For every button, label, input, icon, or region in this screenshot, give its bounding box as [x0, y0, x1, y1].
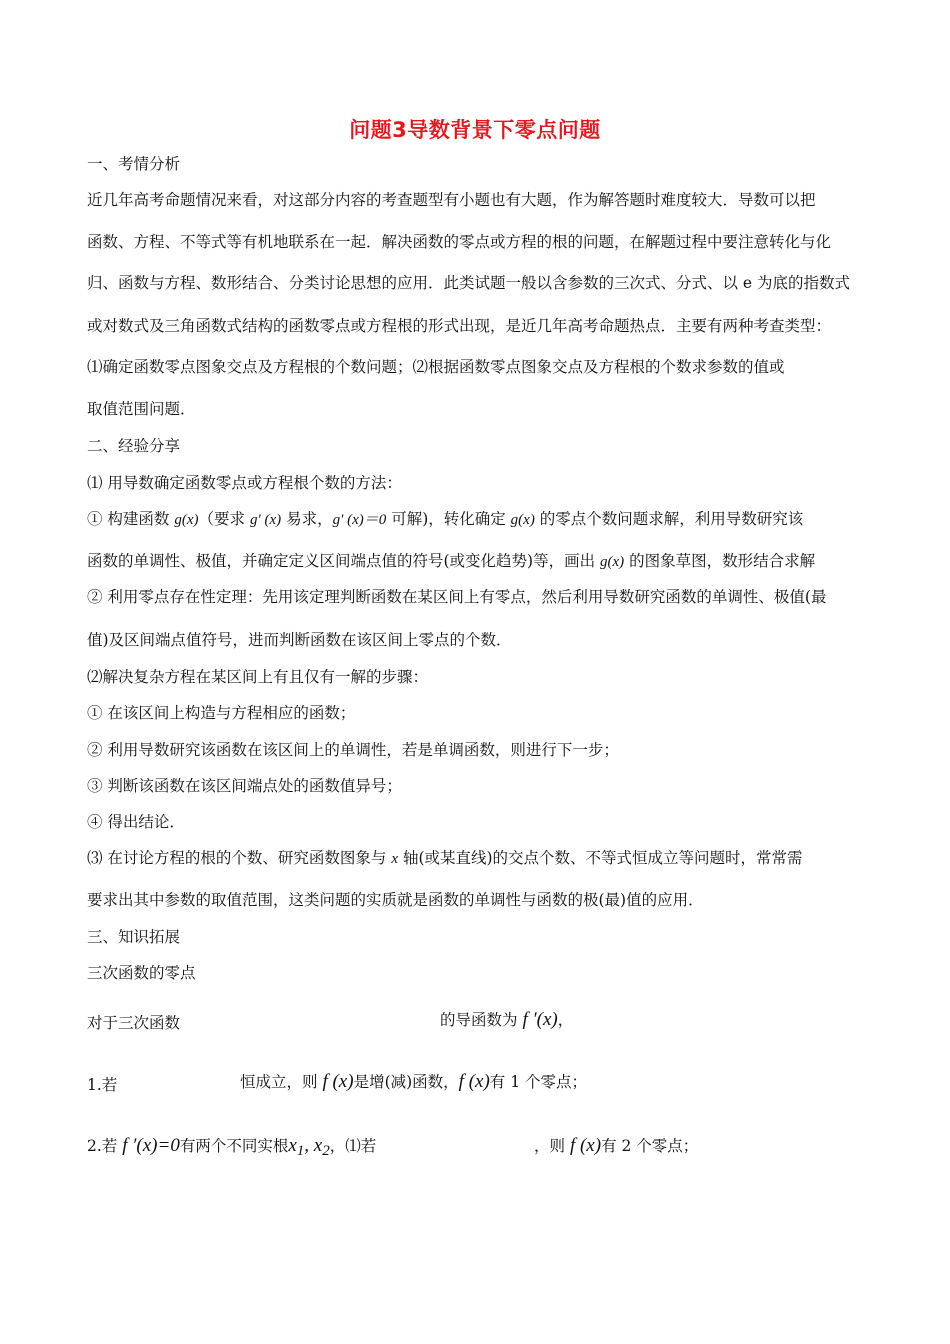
math-expression: f (x) [458, 1071, 490, 1092]
paragraph-line [534, 1136, 698, 1156]
section-heading-2: 二、经验分享 [87, 437, 181, 455]
paragraph-line: 近几年高考命题情况来看，对这部分内容的考查题型有小题也有大题，作为解答题时难度较大．导数可以把 [87, 191, 816, 209]
paragraph-line [87, 509, 803, 530]
text-run: 的图象草图，数形结合求解 [624, 552, 816, 570]
paragraph-line: 三次函数的零点 [87, 964, 196, 982]
paragraph-line: ② 利用零点存在性定理：先用该定理判断函数在某区间上有零点，然后利用导数研究函数的单调性、极值(最 [87, 588, 827, 606]
paragraph-line [440, 1010, 573, 1030]
paragraph-line [87, 551, 815, 572]
paragraph-line: 值)及区间端点值符号，进而判断函数在该区间上零点的个数． [87, 631, 512, 649]
text-run: 1.若 [87, 1076, 118, 1094]
page-title: 问题3导数背景下零点问题 [349, 118, 601, 142]
math-expression: f ′(x) [522, 1009, 558, 1030]
math-expression: g′ (x) [249, 512, 282, 528]
text-run: 有两个不同实根 [179, 1137, 289, 1155]
text-run: ⑶ 在讨论方程的根的个数、研究函数图象与 [87, 849, 392, 867]
math-expression: g(x) [174, 512, 199, 528]
text-run: ， [557, 1011, 574, 1029]
text-run: ，⑴若 [329, 1137, 377, 1155]
text-run: （要求 [198, 510, 250, 528]
text-run: 是增(减)函数， [353, 1073, 459, 1091]
section-heading-3: 三、知识拓展 [87, 928, 181, 946]
paragraph-line [87, 848, 803, 869]
paragraph-line: ① 在该区间上构造与方程相应的函数； [87, 704, 356, 722]
paragraph-line: ② 利用导数研究该函数在该区间上的单调性，若是单调函数，则进行下一步； [87, 741, 619, 759]
math-expression: g(x) [510, 512, 535, 528]
math-expression: f (x) [322, 1071, 354, 1092]
text-run: 的零点个数问题求解，利用导数研究该 [534, 510, 804, 528]
math-expression: g′ (x)＝0 [332, 512, 387, 528]
text-run: 恒成立，则 [240, 1073, 323, 1091]
paragraph-line [87, 1136, 376, 1161]
math-expression: , x [304, 1135, 323, 1156]
text-run: 有 1 个零点； [489, 1073, 588, 1091]
text-run: 易求， [281, 510, 333, 528]
paragraph-line: 要求出其中参数的取值范围，这类问题的实质就是函数的单调性与函数的极(最)值的应用． [87, 891, 704, 909]
math-expression: x [288, 1135, 297, 1156]
text-run: 有 2 个零点； [601, 1137, 699, 1155]
math-expression: x [391, 851, 399, 867]
paragraph-line: 函数、方程、不等式等有机地联系在一起．解决函数的零点或方程的根的问题，在解题过程中要注意转化与化 [87, 233, 832, 251]
text-run: ，则 [534, 1137, 570, 1155]
paragraph-line [240, 1072, 587, 1092]
math-subscript: 1 [296, 1143, 305, 1160]
paragraph-line [87, 1075, 117, 1095]
paragraph-line: ③ 判断该函数在该区间端点处的函数值异号； [87, 777, 402, 795]
paragraph-line [87, 1013, 180, 1033]
paragraph-line: ⑵解决复杂方程在某区间上有且仅有一解的步骤： [87, 668, 429, 686]
section-heading-1: 一、考情分析 [87, 155, 181, 173]
text-run: 2.若 [87, 1137, 123, 1155]
text-run: 函数的单调性、极值，并确定定义区间端点值的符号(或变化趋势)等，画出 [87, 552, 601, 570]
math-expression: g(x) [600, 554, 625, 570]
text-run: 对于三次函数 [87, 1014, 181, 1032]
paragraph-line: 或对数式及三角函数式结构的函数零点或方程根的形式出现，是近几年高考命题热点．主要有两种考查类型： [87, 317, 832, 335]
text-run: 的导函数为 [440, 1011, 523, 1029]
math-expression: f ′(x)=0 [122, 1135, 180, 1156]
paragraph-line: 取值范围问题． [87, 400, 196, 418]
paragraph-line: ⑴确定函数零点图象交点及方程根的个数问题；⑵根据函数零点图象交点及方程根的个数求参数的值或 [87, 358, 785, 376]
math-subscript: 2 [322, 1143, 330, 1160]
text-run: 轴(或某直线)的交点个数、不等式恒成立等问题时，常常需 [398, 849, 803, 867]
paragraph-line: ⑴ 用导数确定函数零点或方程根个数的方法： [87, 474, 402, 492]
paragraph-line: 归、函数与方程、数形结合、分类讨论思想的应用．此类试题一般以含参数的三次式、分式、以 e 为底的指数式 [87, 274, 851, 292]
paragraph-line: ④ 得出结论． [87, 813, 185, 831]
math-expression: f (x) [569, 1135, 602, 1156]
text-run: 可解)，转化确定 [386, 510, 511, 528]
text-run: ① 构建函数 [87, 510, 175, 528]
